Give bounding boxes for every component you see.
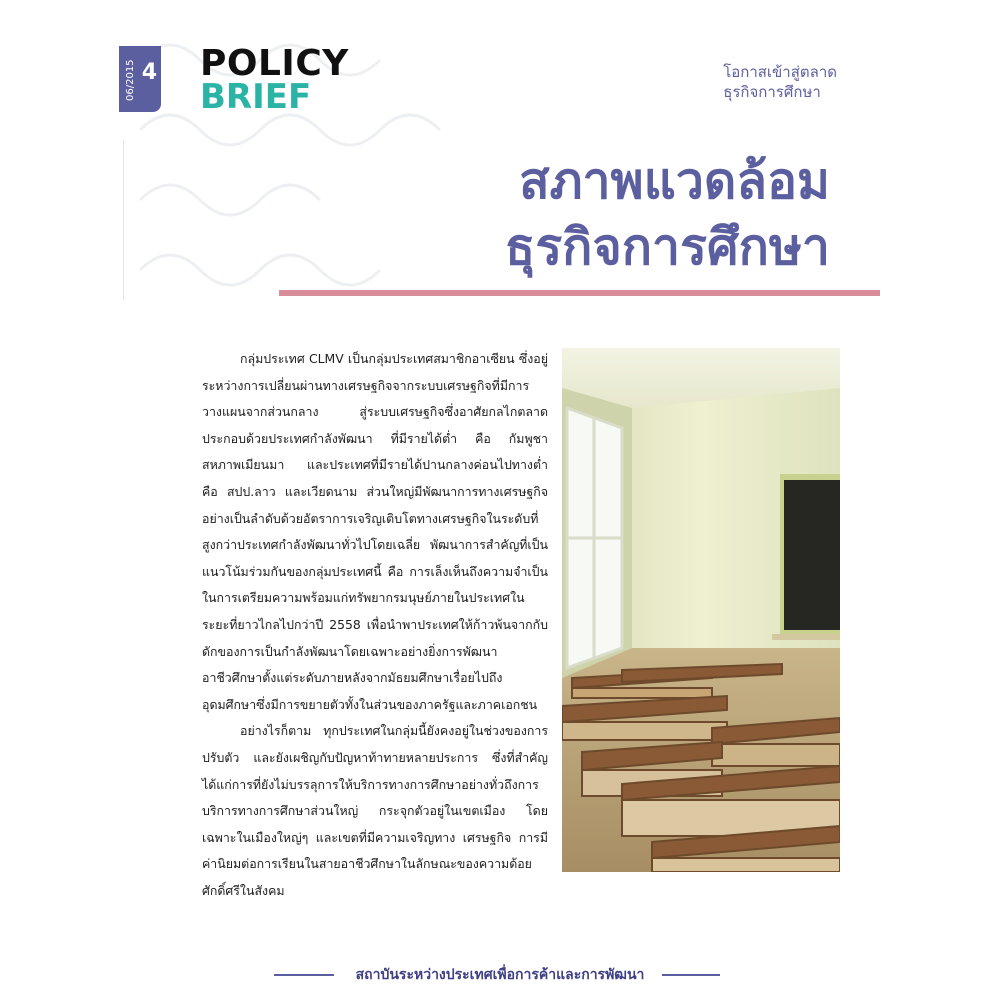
series-title	[723, 62, 837, 102]
article-body	[202, 346, 548, 904]
title-underline	[279, 290, 880, 296]
footer-institute: สถาบันระหว่างประเทศเพื่อการค้าและการพัฒนา	[355, 967, 645, 983]
window	[567, 408, 622, 668]
chalkboard	[772, 474, 840, 640]
paragraph-1: กลุ่มประเทศ CLMV เป็นกลุ่มประเทศสมาชิกอาเซียน ซึ่งอยู่ระหว่างการเปลี่ยนผ่านทางเศรษฐกิจจากระบบเศรษฐกิจที่มีการวางแผนจากส่วนกลาง สู่ระบบเศรษฐกิจซึ่งอาศัยกลไกตลาดประกอบด้วยประเทศกำลังพัฒนา ที่มีรายได้ต่ำ คือ กัมพูชา สหภาพเมียนมา และประเทศที่มีรายได้ปานกลางค่อนไปทางต่ำ คือ สปป.ลาว และเวียดนาม ส่วนใหญ่มีพัฒนาการทางเศรษฐกิจ อย่างเป็นลำดับด้วยอัตราการเจริญเติบโตทางเศรษฐกิจในระดับที่สูงกว่าประเทศกำลังพัฒนาทั่วไปโดยเฉลี่ย พัฒนาการสำคัญที่เป็นแนวโน้มร่วมกันของกลุ่มประเทศนี้ คือ การเล็งเห็นถึงความจำเป็นในการเตรียมความพร้อมแก่ทรัพยากรมนุษย์ภายในประเทศในระยะที่ยาวไกลไปกว่าปี 2558 เพื่อนำพาประเทศให้ก้าวพ้นจากกับดักของการเป็นกำลังพัฒนาโดยเฉพาะอย่างยิ่งการพัฒนาอาชีวศึกษาตั้งแต่ระดับภายหลังจากมัธยมศึกษาเรื่อยไปถึงอุดมศึกษาซึ่งมีการขยายตัวทั้งในส่วนของภาครัฐและภาคเอกชน	[202, 351, 548, 712]
page-title-line1: สภาพแวดล้อม	[519, 152, 830, 210]
footer-rule-left	[274, 974, 334, 976]
classroom-photo	[562, 348, 840, 872]
footer-rule-right	[662, 974, 720, 976]
brand-policy: POLICY	[200, 43, 349, 84]
series-title-line2: ธุรกิจการศึกษา	[723, 83, 821, 101]
page-title	[505, 148, 830, 280]
issue-tab	[119, 46, 161, 112]
issue-number: 4	[141, 60, 157, 85]
brand-brief: BRIEF	[200, 77, 312, 117]
issue-date: 06/2015	[125, 59, 136, 101]
paragraph-2: อย่างไรก็ตาม ทุกประเทศในกลุ่มนี้ยังคงอยู่ในช่วงของการปรับตัว และยังเผชิญกับปัญหาท้าทายหลายประการ ซึ่งที่สำคัญได้แก่การที่ยังไม่บรรลุการให้บริการทางการศึกษาอย่างทั่วถึงการบริการทางการศึกษาส่วนใหญ่ กระจุกตัวอยู่ในเขตเมือง โดยเฉพาะในเมืองใหญ่ๆ และเขตที่มีความเจริญทาง เศรษฐกิจ การมีค่านิยมต่อการเรียนในสายอาชีวศึกษาในลักษณะของความด้อยศักดิ์ศรีในสังคม	[202, 723, 548, 898]
page-title-line2: ธุรกิจการศึกษา	[504, 218, 830, 276]
series-title-line1: โอกาสเข้าสู่ตลาด	[723, 63, 837, 81]
margin-divider	[123, 140, 124, 300]
